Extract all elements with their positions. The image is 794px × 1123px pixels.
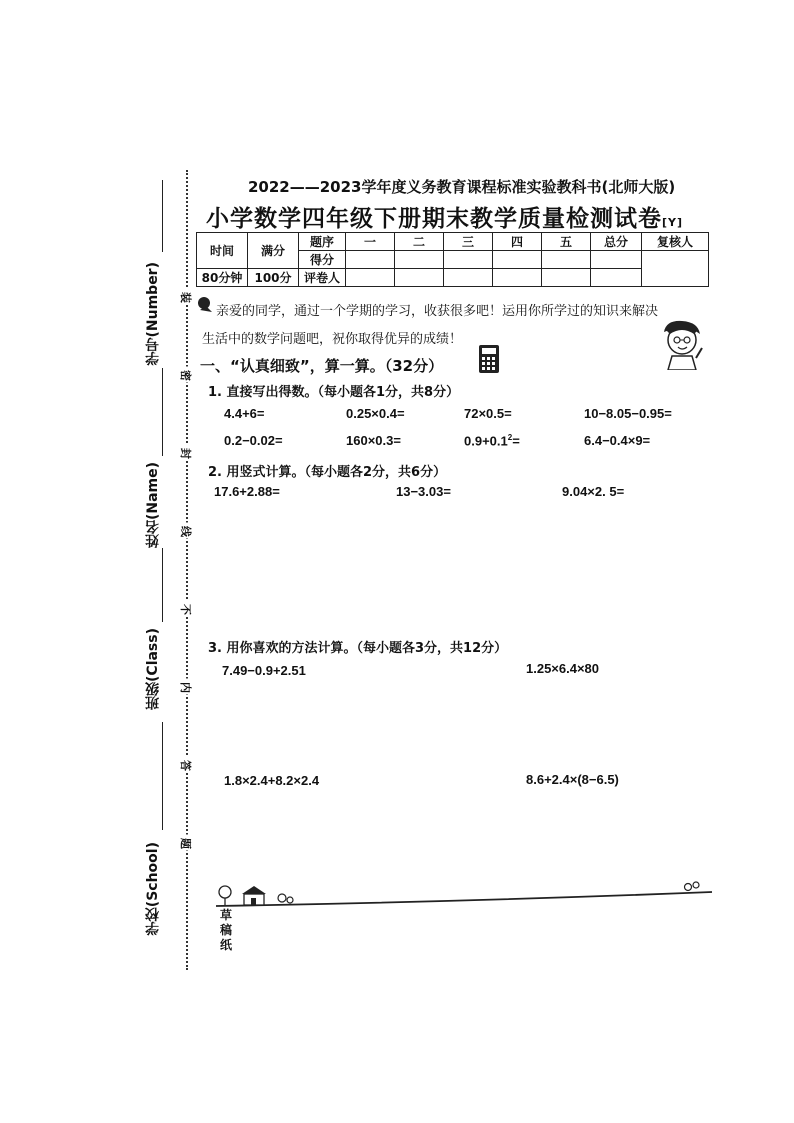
calculator-icon [478,344,500,374]
seal-char: 装 [180,290,192,304]
q3-title: 3. 用你喜欢的方法计算。（每小题各3分，共12分） [208,641,508,656]
q1-expr: 4.4+6= [224,406,265,421]
seal-char: 答 [180,758,192,772]
number-line [162,180,163,252]
exam-subtitle: 2022——2023学年度义务教育课程标准实验教科书(北师大版) [248,178,676,196]
seal-char: 内 [180,680,192,694]
q2-expr: 13−3.03= [396,484,451,499]
draft-divider-illustration [210,876,715,910]
score-cell[interactable] [591,251,642,269]
grader-cell[interactable] [395,269,444,287]
q1-expr: 10−8.05−0.95= [584,406,672,421]
q2-title: 2. 用竖式计算。（每小题各2分，共6分） [208,465,447,480]
q3-expr: 1.8×2.4+8.2×2.4 [224,773,320,788]
q3-expr: 8.6+2.4×(8−6.5) [526,772,619,787]
name-line [162,368,163,456]
exam-title [206,200,683,233]
col-1: 一 [346,233,395,251]
col-5: 五 [542,233,591,251]
col-4: 四 [493,233,542,251]
col-total: 总分 [591,233,642,251]
seal-char: 线 [180,524,192,538]
intro-line-1: 亲爱的同学，通过一个学期的学习，收获很多吧！运用你所学过的知识来解决 [216,304,659,319]
pencil-icon [196,296,214,314]
score-cell[interactable] [493,251,542,269]
q1-expr-power [464,433,520,448]
score-cell[interactable] [444,251,493,269]
q3-expr: 1.25×6.4×80 [526,661,600,676]
score-table [196,232,709,287]
q1-title: 1. 直接写出得数。（每小题各1分，共8分） [208,385,460,400]
q1-expr: 0.2−0.02= [224,433,283,448]
q1-expr-equals: = [512,433,520,449]
class-label: 班级(Class) [145,628,161,710]
q3-expr: 7.49−0.9+2.51 [222,663,306,678]
exam-title-text: 小学数学四年级下册期末教学质量检测试卷 [206,206,662,232]
number-label: 学号(Number) [145,262,161,366]
grader-cell[interactable] [493,269,542,287]
seal-char: 密 [180,368,192,382]
class-line [162,548,163,622]
seal-char: 不 [180,602,192,616]
q1-expr: 72×0.5= [464,406,512,421]
seal-char: 题 [180,836,192,850]
full-value: 100分 [248,269,299,287]
col-reviewer: 复核人 [642,233,709,251]
q1-expr: 6.4−0.4×9= [584,433,651,448]
school-label: 学校(School) [145,842,161,936]
score-cell[interactable] [542,251,591,269]
q1-expr: 0.25×0.4= [346,406,405,421]
full-label: 满分 [248,233,299,269]
q1-expr-base: 0.9+0.1 [464,433,508,449]
exam-tag: [Y] [662,216,684,229]
q1-expr-exponent: 2 [507,433,513,442]
q2-expr: 17.6+2.88= [214,484,280,499]
grader-label: 评卷人 [299,269,346,287]
score-cell[interactable] [395,251,444,269]
grader-cell[interactable] [542,269,591,287]
item-label: 题序 [299,233,346,251]
col-3: 三 [444,233,493,251]
grader-cell[interactable] [591,269,642,287]
score-label: 得分 [299,251,346,269]
grader-cell[interactable] [444,269,493,287]
seal-char: 封 [180,446,192,460]
school-line [162,722,163,830]
name-label: 姓名(Name) [145,462,161,549]
col-2: 二 [395,233,444,251]
draft-label: 草稿纸 [220,908,233,952]
reviewer-cell[interactable] [642,251,709,287]
q2-expr: 9.04×2. 5= [562,484,625,499]
student-cartoon-icon [656,318,706,370]
time-label: 时间 [197,233,248,269]
score-cell[interactable] [346,251,395,269]
q1-expr: 160×0.3= [346,433,401,448]
grader-cell[interactable] [346,269,395,287]
intro-line-2: 生活中的数学问题吧，祝你取得优异的成绩！ [202,332,463,347]
time-value: 80分钟 [197,269,248,287]
section-1-title: 一、“认真细致”，算一算。（32分） [200,357,444,375]
